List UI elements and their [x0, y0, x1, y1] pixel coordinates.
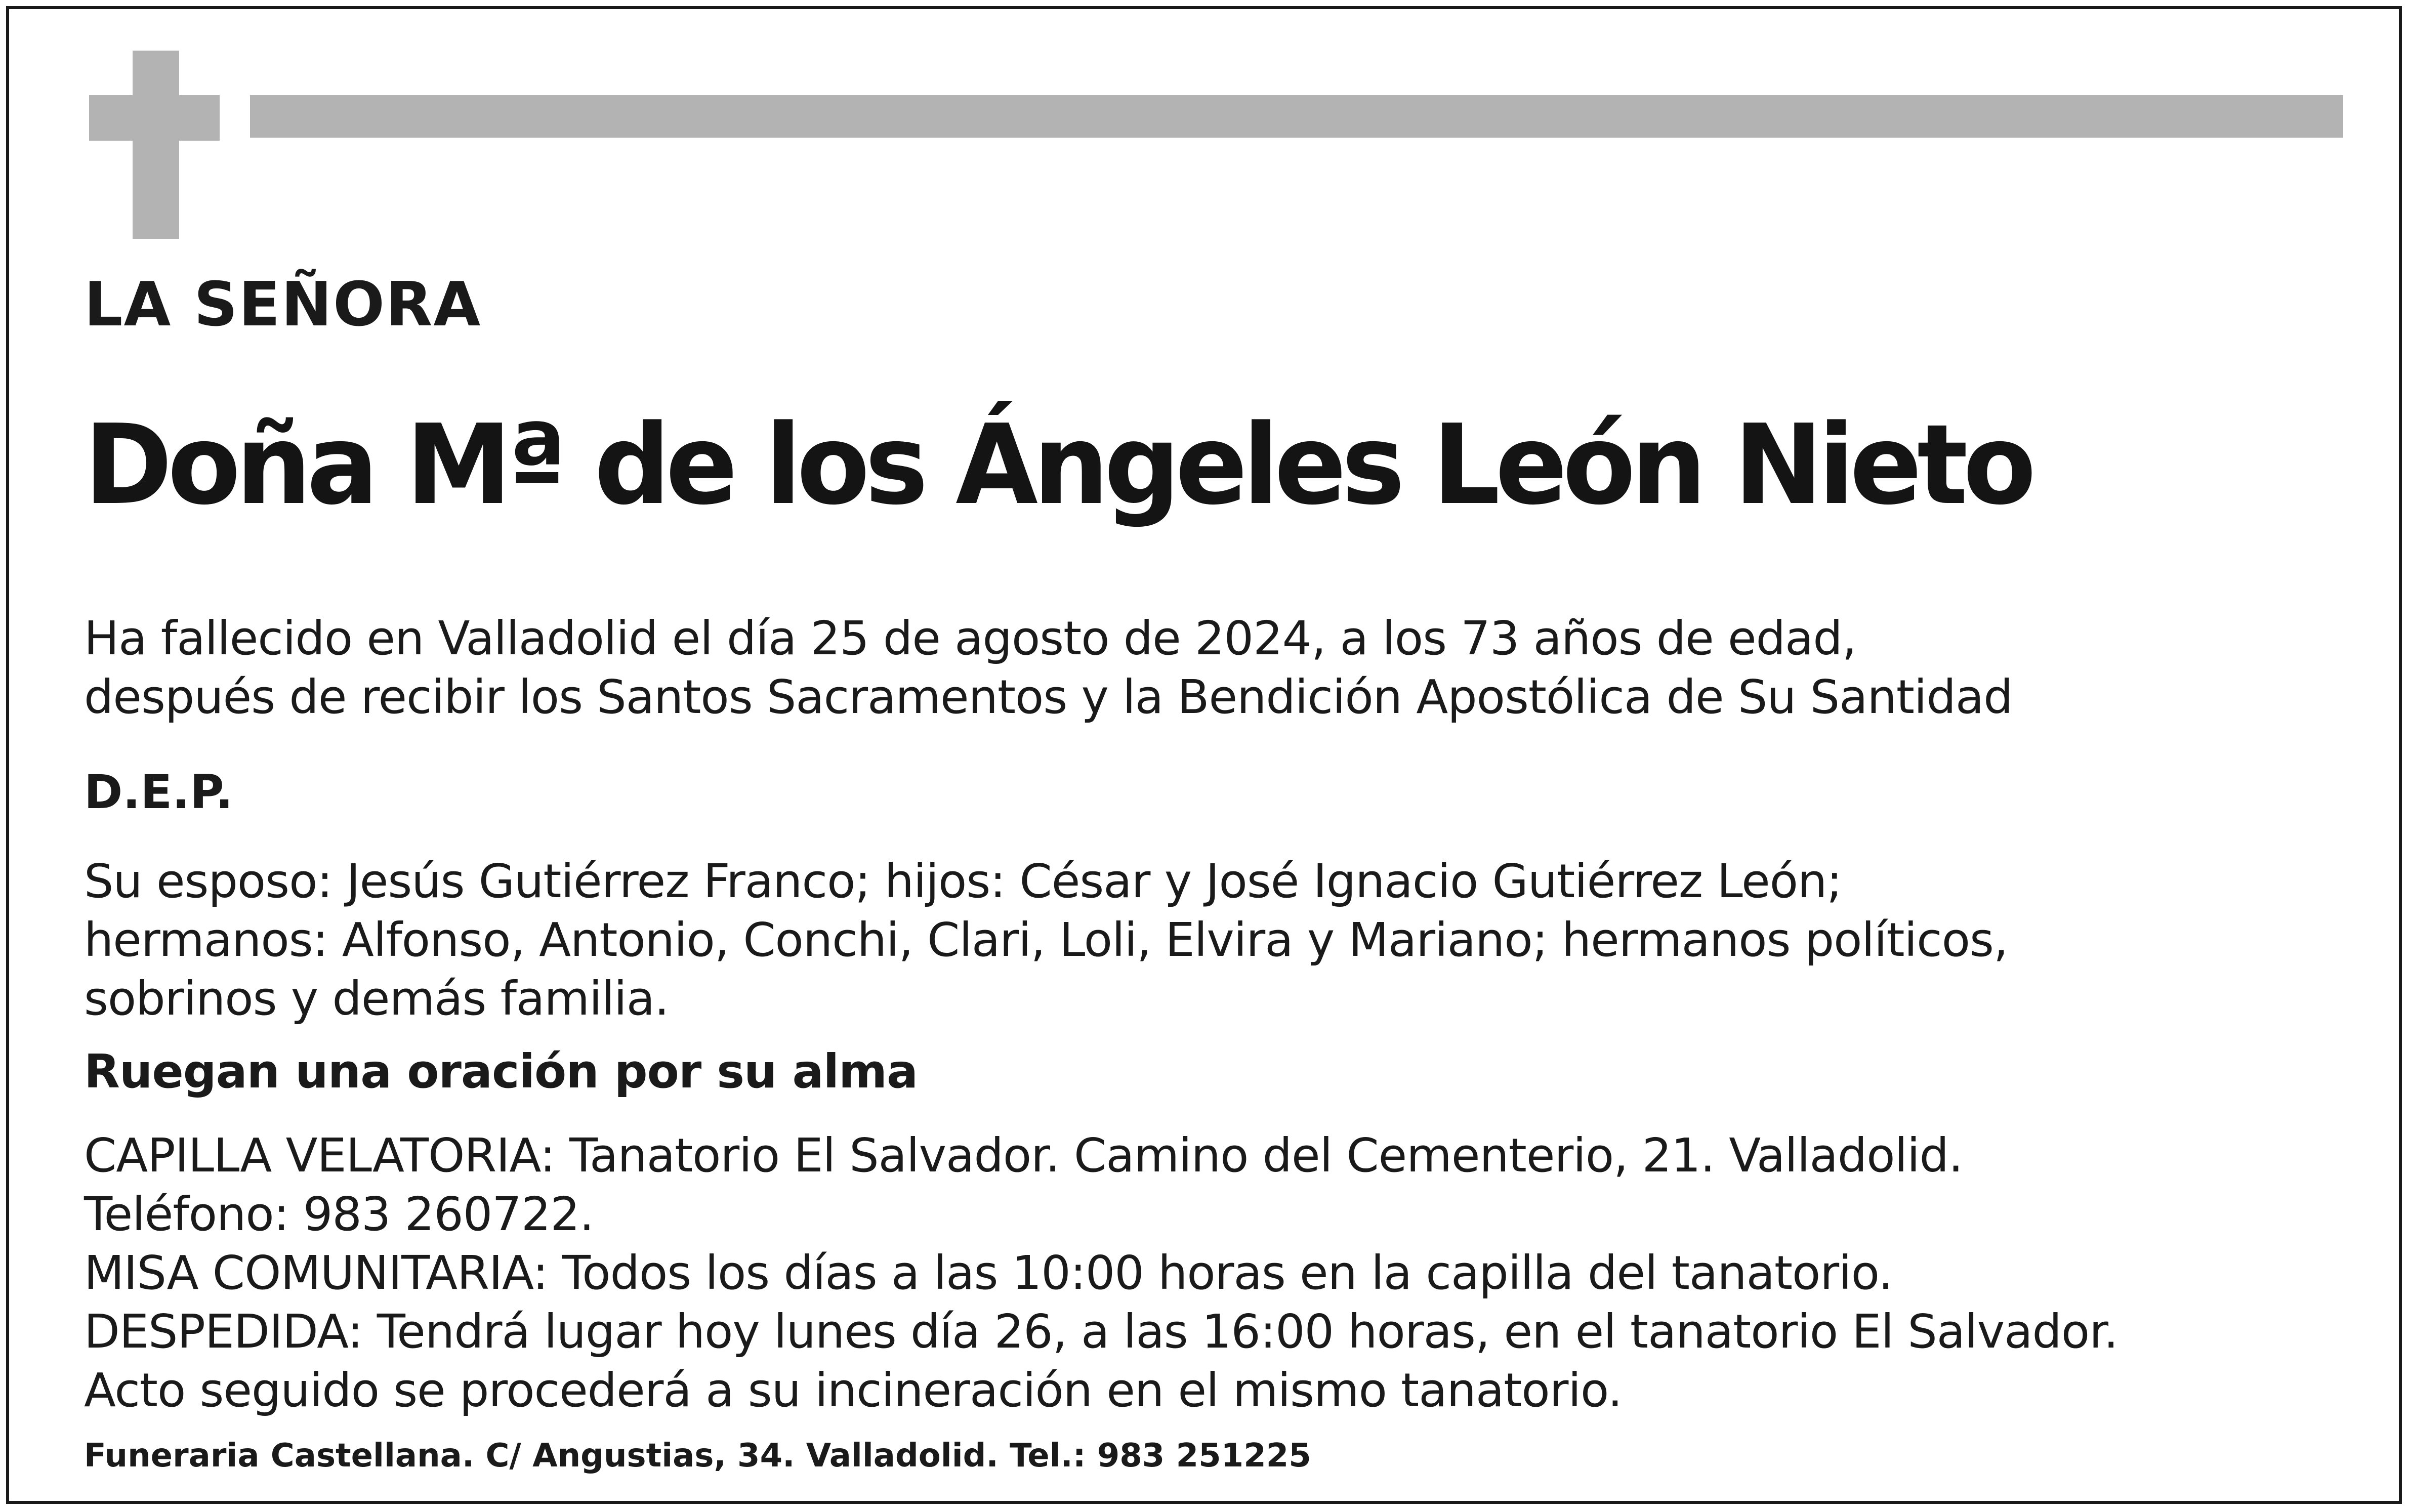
death-line-2: después de recibir los Santos Sacramentos y la Bendición Apostólica de Su Santidad	[84, 670, 2013, 724]
service-details	[84, 1126, 2118, 1420]
services-line-4: DESPEDIDA: Tendrá lugar hoy lunes día 26, a las 16:00 horas, en el tanatorio El Salvador.	[84, 1305, 2118, 1359]
prayer-request: Ruegan una oración por su alma	[84, 1044, 918, 1099]
header-rule	[250, 95, 2343, 138]
cross-horizontal-bar	[89, 95, 220, 141]
family-line-2: hermanos: Alfonso, Antonio, Conchi, Clari, Loli, Elvira y Mariano; hermanos políticos,	[84, 913, 2008, 967]
death-line-1: Ha fallecido en Valladolid el día 25 de agosto de 2024, a los 73 años de edad,	[84, 611, 1857, 665]
services-line-2: Teléfono: 983 260722.	[84, 1187, 594, 1241]
funeral-home-footer: Funeraria Castellana. C/ Angustias, 34. Valladolid. Tel.: 983 251225	[84, 1437, 1311, 1475]
services-line-3: MISA COMUNITARIA: Todos los días a las 10:00 horas en la capilla del tanatorio.	[84, 1246, 1893, 1300]
dep-heading: D.E.P.	[84, 765, 233, 819]
family-line-1: Su esposo: Jesús Gutiérrez Franco; hijos: César y José Ignacio Gutiérrez León;	[84, 854, 1842, 908]
honorific: LA SEÑORA	[84, 270, 482, 340]
services-line-1: CAPILLA VELATORIA: Tanatorio El Salvador. Camino del Cementerio, 21. Valladolid.	[84, 1128, 1963, 1183]
family-list	[84, 852, 2008, 1028]
death-announcement	[84, 609, 2013, 727]
deceased-name: Doña Mª de los Ángeles León Nieto	[84, 401, 2031, 529]
family-line-3: sobrinos y demás familia.	[84, 972, 669, 1026]
services-line-5: Acto seguido se procederá a su incineración en el mismo tanatorio.	[84, 1363, 1622, 1417]
cross-vertical-bar	[133, 51, 179, 239]
